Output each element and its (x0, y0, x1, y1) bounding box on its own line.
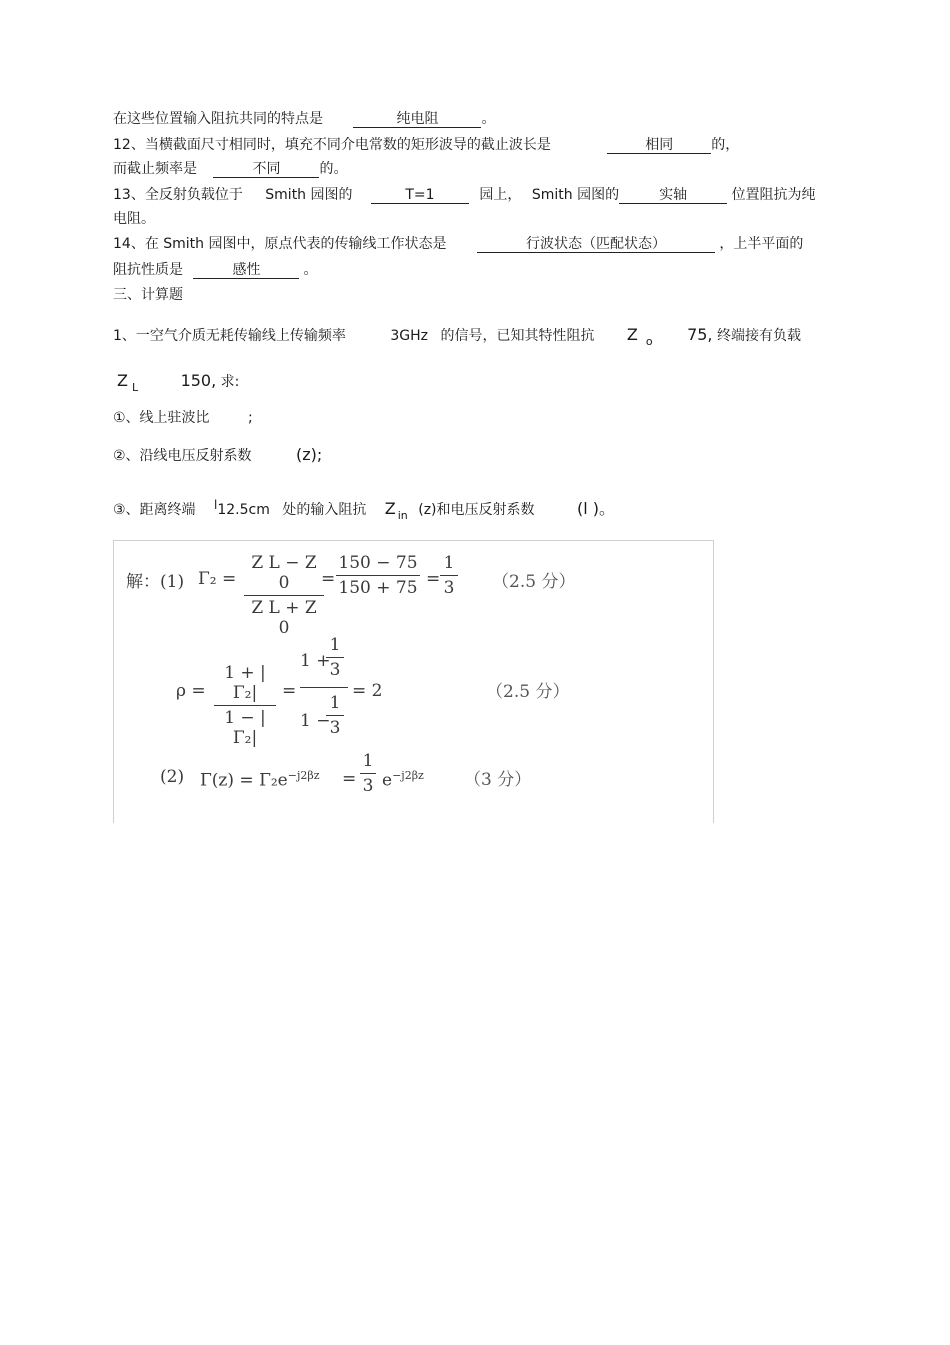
part2-label: (2) (160, 767, 185, 787)
fraction-z-num: Z L − Z 0 (244, 553, 324, 596)
q13-line2-text: 电阻。 (113, 211, 155, 227)
gz-exp-1: −j2βz (287, 769, 320, 782)
q12-line2-prefix: 而截止频率是 (113, 161, 197, 177)
gz-frac-n: 1 (360, 751, 376, 774)
q14-line2-prefix: 阻抗性质是 (113, 262, 183, 278)
p1-mid: 的信号，已知其特性阻抗 (440, 328, 595, 344)
nested-main-bar (300, 687, 348, 688)
q11-suffix: 。 (481, 111, 496, 127)
item2-text: ②、沿线电压反射系数 (113, 448, 252, 464)
zin-symbol: Z (384, 499, 396, 518)
item3-line (113, 500, 615, 520)
nested-den-frac (326, 693, 344, 738)
item3-mid: 处的输入阻抗 (282, 502, 367, 518)
solution-label: 解：(1) (126, 572, 185, 592)
item1-end: ; (248, 410, 253, 426)
rho-result: = 2 (352, 681, 383, 701)
zin-sub: in (397, 509, 408, 522)
solution-box (113, 540, 714, 823)
fraction-values-den: 150 + 75 (338, 578, 418, 598)
rho-den: 1 − |Γ₂| (224, 708, 266, 748)
q12-answer1: 相同 (607, 137, 711, 154)
p1-prefix: 1、一空气介质无耗传输线上传输频率 (113, 328, 346, 344)
score-1: （2.5 分） (492, 572, 576, 592)
nested-num-frac (326, 635, 344, 680)
q11-prefix: 在这些位置输入阻抗共同的特点是 (113, 111, 323, 127)
gz-frac-d: 3 (362, 776, 374, 796)
q14-prefix: 14、在 Smith 园图中，原点代表的传输线工作状态是 (113, 236, 447, 252)
q14-answer2: 感性 (193, 262, 299, 279)
equals-3: = (282, 681, 297, 701)
z0-sub: o (645, 335, 653, 348)
q13-answer2: 实轴 (619, 187, 727, 204)
q13-answer1: T=1 (371, 187, 469, 204)
nested-den-frac-d: 3 (329, 718, 341, 738)
item1-line (113, 409, 253, 427)
q12-prefix: 12、当横截面尺寸相同时，填充不同介电常数的矩形波导的截止波长是 (113, 137, 551, 153)
item2-end: (z); (296, 445, 323, 464)
fraction-z (244, 553, 324, 638)
gz-lhs-text: Γ(z) = Γ₂e (200, 770, 288, 791)
z0-value: 75, (687, 325, 713, 344)
equals-1: = (321, 569, 336, 589)
nested-num-frac-n: 1 (326, 635, 344, 658)
q14-answer1: 行波状态（匹配状态） (477, 236, 715, 253)
q12-suffix: 的。 (319, 161, 348, 177)
nested-num-a: 1 + (300, 651, 331, 671)
q12-line1 (113, 136, 739, 154)
q11-answer: 纯电阻 (353, 111, 481, 128)
fraction-result (440, 553, 458, 598)
zl-symbol: Z (117, 371, 128, 390)
q14-end: 。 (303, 262, 318, 278)
p1-freq: 3GHz (390, 328, 428, 344)
q13-line2 (113, 210, 155, 228)
zl-value: 150, (180, 371, 217, 390)
gz-fraction (360, 751, 376, 796)
equals-2: = (426, 569, 441, 589)
rho-lhs: ρ = (176, 681, 206, 701)
rho-num: 1 + |Γ₂| (214, 663, 276, 706)
gamma2-lhs: Γ₂ = (198, 569, 237, 589)
section-title: 三、计算题 (113, 287, 183, 303)
problem-line2 (117, 372, 239, 392)
gz-exp-2: −j2βz (392, 769, 424, 782)
nested-den-a: 1 − (300, 711, 331, 731)
fraction-z-den: Z L + Z 0 (251, 598, 317, 638)
item1-text: ①、线上驻波比 (113, 410, 210, 426)
item3-dist: 12.5cm (217, 502, 270, 518)
item3-prefix: ③、距离终端 (113, 502, 196, 518)
q14-line2 (113, 261, 317, 279)
q13-prefix: 13、全反射负载位于 (113, 187, 243, 203)
zl-sub: L (131, 381, 139, 394)
equals-4: = (342, 769, 357, 789)
item3-l: l (214, 498, 218, 512)
q13-mid: 园上， (479, 187, 522, 203)
q13-smith1: Smith 园图的 (265, 187, 353, 203)
q14-line1 (113, 235, 803, 253)
q12-answer2: 不同 (213, 161, 319, 178)
score-3: （3 分） (464, 770, 532, 790)
fraction-values-num: 150 − 75 (336, 553, 420, 576)
q13-suffix: 位置阻抗为纯 (731, 187, 816, 203)
q12-mid: 的， (711, 137, 740, 153)
q13-line1 (113, 186, 816, 204)
item3-end: (l )。 (576, 499, 615, 518)
fraction-values (336, 553, 420, 598)
problem-line1 (113, 326, 801, 346)
nested-den-frac-n: 1 (326, 693, 344, 716)
q11-line (113, 110, 495, 128)
nested-fraction (300, 635, 348, 745)
fraction-result-den: 3 (443, 578, 455, 598)
gz-e: e (382, 770, 393, 791)
fraction-result-num: 1 (440, 553, 458, 576)
gz-lhs (200, 769, 320, 791)
item2-line (113, 446, 322, 465)
rho-fraction (214, 663, 276, 748)
gz-rhs (382, 769, 424, 791)
p1-ask: 求: (220, 374, 240, 390)
p1-suffix: 终端接有负载 (716, 328, 801, 344)
q12-line2 (113, 160, 347, 178)
item3-mid2: (z)和电压反射系数 (418, 502, 535, 518)
q14-suffix: ，上半平面的 (719, 236, 804, 252)
z0-symbol: Z (626, 325, 638, 344)
q13-smith2: Smith 园图的 (531, 187, 620, 203)
nested-num-frac-d: 3 (329, 660, 341, 680)
score-2: （2.5 分） (486, 682, 570, 702)
